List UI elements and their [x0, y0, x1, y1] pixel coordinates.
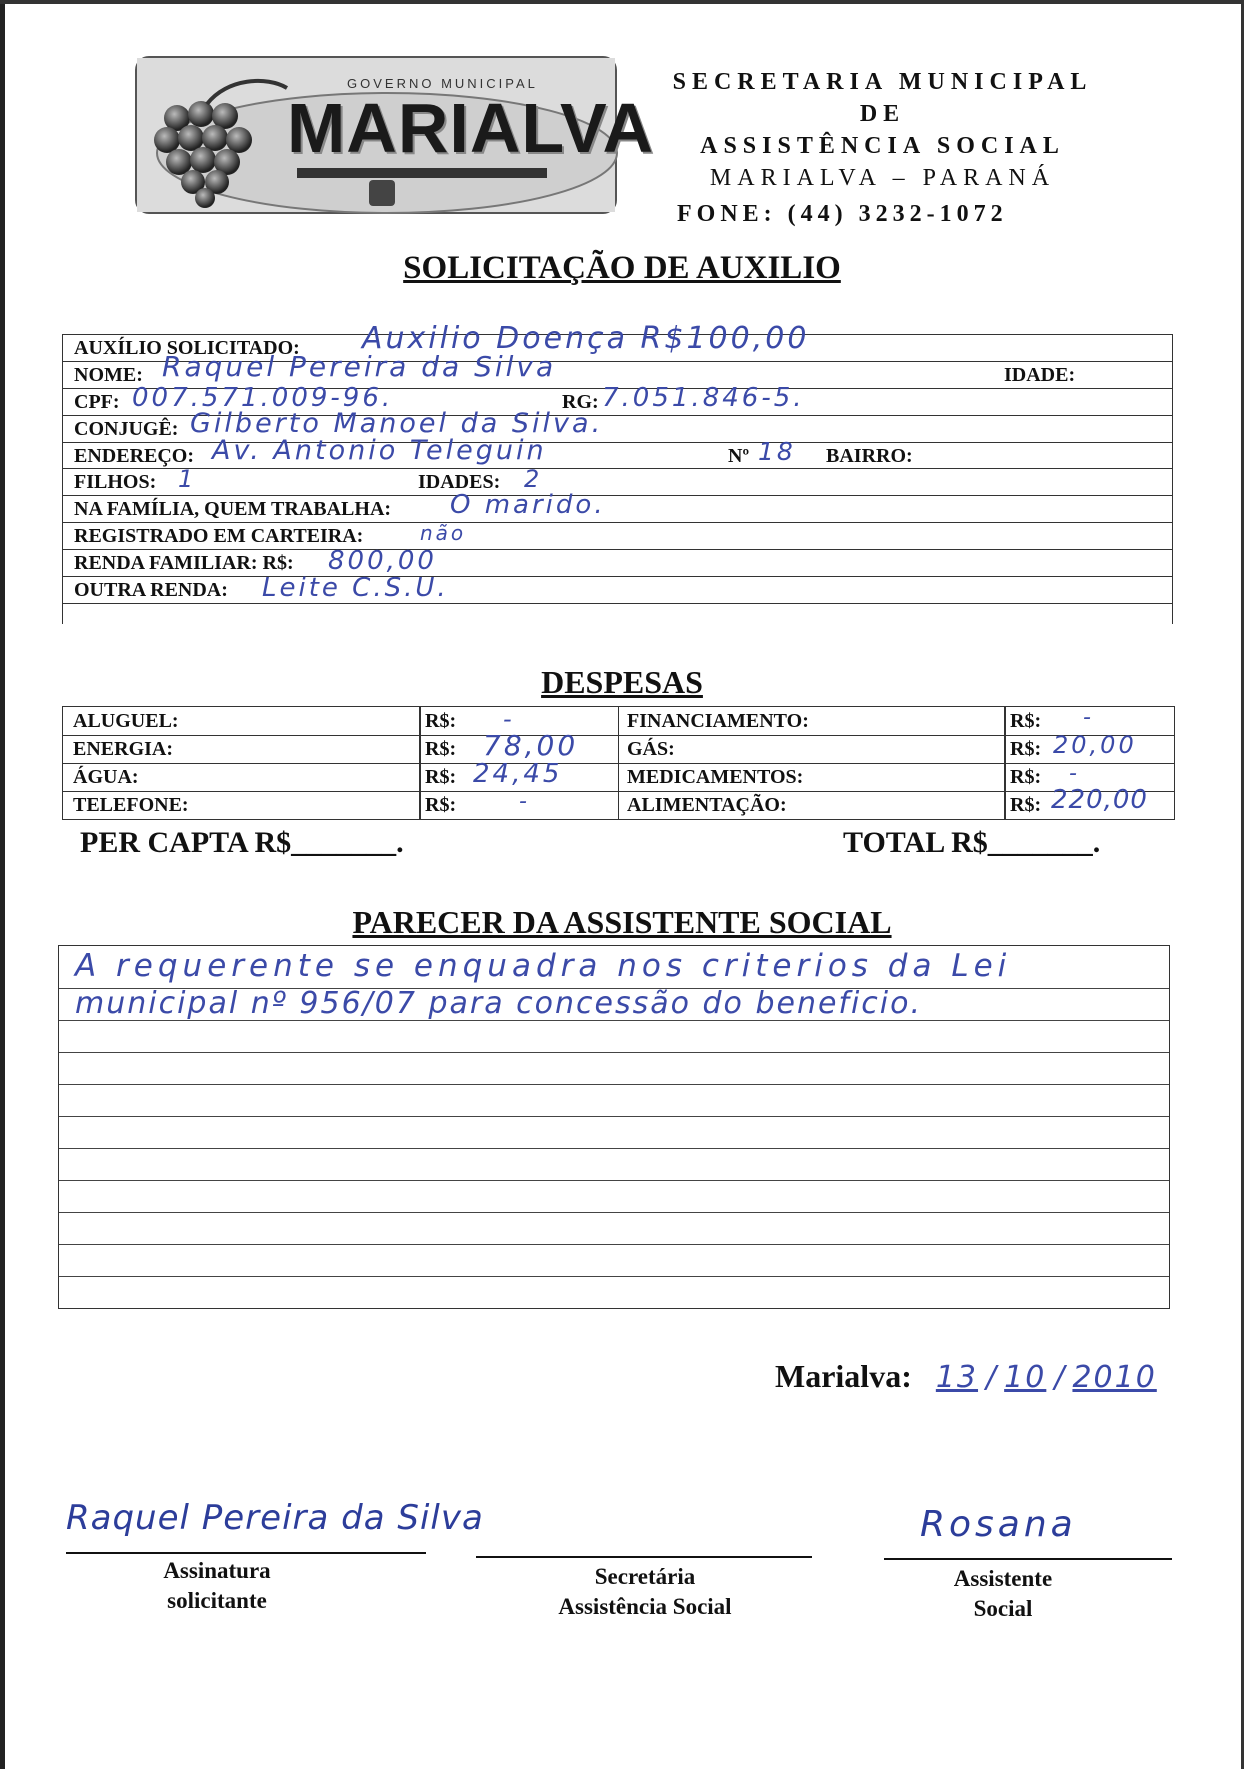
filhos-label: FILHOS: [74, 471, 157, 494]
expense-rs: R$: [425, 794, 457, 816]
ruled-line [59, 1180, 1169, 1181]
expense-rs: R$: [1010, 794, 1042, 816]
caption-line: Secretária [594, 1564, 696, 1589]
expense-value: 220,00 [1051, 785, 1148, 815]
date-sep: / [986, 1360, 997, 1395]
rg-value: 7.051.846-5. [602, 382, 805, 413]
letterhead-line: ASSISTÊNCIA SOCIAL [700, 133, 1065, 159]
total-label: TOTAL R$ [843, 826, 988, 859]
form-row [62, 490, 1173, 522]
cpf-value: 007.571.009-96. [132, 382, 394, 413]
renda-value: 800,00 [328, 546, 437, 577]
date-line [775, 1358, 1157, 1395]
letterhead [625, 66, 1140, 230]
cpf-label: CPF: [74, 390, 120, 413]
auxilio-value: Auxilio Doença R$100,00 [362, 321, 810, 356]
ruled-line [59, 1116, 1169, 1117]
table-divider [1004, 707, 1006, 819]
form-row [62, 465, 1173, 495]
conjuge-label: CONJUGÊ: [74, 417, 179, 440]
ruled-line [59, 1052, 1169, 1053]
bairro-label: BAIRRO: [826, 444, 913, 467]
parecer-line: municipal nº 956/07 para concessão do beneficio. [75, 986, 923, 1021]
expense-rs: R$: [425, 738, 457, 760]
parecer-box [58, 945, 1170, 1309]
despesas-table [62, 706, 1175, 820]
expense-value: - [1069, 761, 1080, 786]
per-capta-label: PER CAPTA R$ [80, 826, 292, 859]
quem-trabalha-label: NA FAMÍLIA, QUEM TRABALHA: [74, 498, 392, 521]
caption-line: solicitante [167, 1588, 267, 1613]
filhos-value: 1 [178, 465, 197, 494]
rg-label: RG: [562, 390, 599, 413]
auxilio-label: AUXÍLIO SOLICITADO: [74, 337, 300, 359]
per-capta-blank: _______. [291, 826, 404, 859]
letterhead-line: MARIALVA – PARANÁ [709, 165, 1056, 191]
expense-rs: R$: [1010, 766, 1042, 788]
signature-line [476, 1556, 812, 1558]
endereco-label: ENDEREÇO: [74, 444, 195, 467]
logo-name: MARIALVA [287, 89, 655, 167]
caption-line: Social [973, 1596, 1033, 1621]
assistente-caption [918, 1564, 1088, 1624]
solicitante-caption [132, 1556, 302, 1616]
expense-label: MEDICAMENTOS: [627, 766, 804, 788]
date-month: 10 [1004, 1360, 1047, 1395]
expense-label: ÁGUA: [73, 766, 139, 788]
form-row [62, 522, 1173, 549]
secretaria-caption [500, 1562, 790, 1622]
expense-value: 24,45 [473, 759, 563, 789]
expense-value: 20,00 [1053, 731, 1137, 759]
caption-line: Assistente [953, 1566, 1053, 1591]
expense-value: 78,00 [483, 729, 579, 762]
date-label: Marialva: [775, 1358, 912, 1394]
form-row [62, 546, 1173, 577]
total-line [843, 826, 1100, 860]
numero-value: 18 [758, 436, 796, 466]
expense-value: - [503, 705, 515, 733]
letterhead-line: SECRETARIA MUNICIPAL [672, 69, 1093, 95]
signature-line [66, 1552, 426, 1554]
signature-line [884, 1558, 1172, 1560]
expense-value: - [1083, 705, 1094, 730]
ruled-line [59, 1148, 1169, 1149]
expense-rs: R$: [1010, 710, 1042, 732]
caption-line: Assistência Social [558, 1594, 732, 1619]
table-divider [618, 707, 619, 819]
marialva-logo [135, 56, 655, 214]
parecer-title: PARECER DA ASSISTENTE SOCIAL [352, 904, 892, 940]
expense-value: - [519, 789, 530, 814]
quem-trabalha-value: O marido. [450, 490, 606, 521]
registrado-label: REGISTRADO EM CARTEIRA: [74, 525, 364, 548]
expense-rs: R$: [1010, 738, 1042, 760]
expense-rs: R$: [425, 766, 457, 788]
parecer-line: A requerente se enquadra nos criterios da Lei [75, 948, 1012, 984]
idades-value: 2 [524, 465, 543, 494]
scan-edge [0, 0, 1244, 4]
form-row [62, 573, 1173, 604]
date-year: 2010 [1072, 1360, 1157, 1395]
numero-label: Nº [728, 444, 750, 467]
nome-label: NOME: [74, 363, 143, 386]
applicant-form [62, 321, 1173, 604]
assistente-signature: Rosana [920, 1504, 1077, 1545]
page-title: SOLICITAÇÃO DE AUXILIO [403, 250, 841, 286]
ruled-line [59, 1212, 1169, 1213]
letterhead-phone: FONE: (44) 3232-1072 [677, 201, 1008, 227]
expense-label: ENERGIA: [73, 738, 174, 760]
idades-label: IDADES: [418, 471, 501, 494]
per-capta-line [80, 826, 404, 860]
nome-value: Raquel Pereira da Silva [162, 349, 557, 383]
expense-label: ALIMENTAÇÃO: [627, 794, 787, 816]
renda-label: RENDA FAMILIAR: R$: [74, 552, 294, 575]
expense-label: FINANCIAMENTO: [627, 710, 809, 732]
outra-renda-label: OUTRA RENDA: [74, 579, 228, 602]
expense-label: TELEFONE: [73, 794, 189, 816]
total-blank: _______. [987, 826, 1101, 859]
form-row [62, 434, 1173, 469]
despesas-title: DESPESAS [541, 664, 703, 700]
conjuge-value: Gilberto Manoel da Silva. [190, 407, 604, 439]
expense-label: ALUGUEL: [73, 710, 179, 732]
expense-rs: R$: [425, 710, 457, 732]
outra-renda-value: Leite C.S.U. [262, 573, 449, 604]
ruled-line [59, 1084, 1169, 1085]
ruled-line [59, 1244, 1169, 1245]
registrado-value: não [420, 521, 467, 546]
caption-line: Assinatura [163, 1558, 271, 1583]
logo-arc-text: GOVERNO MUNICIPAL [347, 76, 538, 91]
table-divider [419, 707, 421, 819]
date-sep: / [1054, 1360, 1065, 1395]
letterhead-line: DE [859, 101, 906, 127]
idade-label: IDADE: [1004, 363, 1076, 386]
solicitante-signature: Raquel Pereira da Silva [66, 1498, 484, 1538]
ruled-line [59, 1276, 1169, 1277]
date-day: 13 [935, 1360, 979, 1395]
expense-label: GÁS: [627, 738, 675, 760]
endereco-value: Av. Antonio Teleguin [212, 434, 547, 466]
